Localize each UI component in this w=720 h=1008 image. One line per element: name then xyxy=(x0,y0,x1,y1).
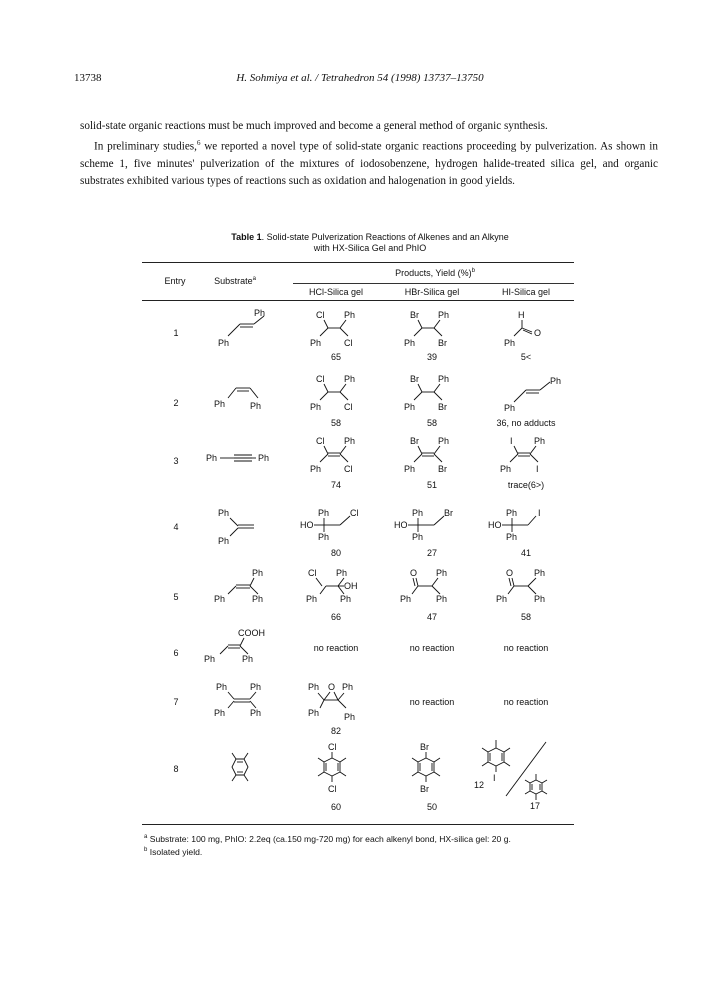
entry-2-hi-product-structure xyxy=(496,374,572,414)
entry-4-number: 4 xyxy=(173,522,179,532)
i-label: I xyxy=(493,773,496,783)
ph-label: Ph xyxy=(258,453,270,463)
table-caption-label: Table 1 xyxy=(231,232,262,242)
ph-label: Ph xyxy=(242,654,254,664)
entry-6-hcl-result: no reaction xyxy=(313,643,359,653)
entry-4-hbr-product-structure xyxy=(394,508,464,548)
table-footnotes xyxy=(144,832,511,858)
cl-label: Cl xyxy=(316,436,325,446)
o-label: O xyxy=(534,328,542,338)
ho-label: HO xyxy=(394,520,408,530)
paragraph-2 xyxy=(80,135,658,190)
i-label: I xyxy=(536,464,539,474)
ph-label: Ph xyxy=(318,508,330,518)
ph-label: Ph xyxy=(250,401,262,411)
header-hi: HI-Silica gel xyxy=(501,287,550,297)
ph-label: Ph xyxy=(250,682,262,692)
header-entry: Entry xyxy=(164,276,186,286)
entry-2-hcl-yield: 58 xyxy=(330,418,341,428)
entry-4-hcl-product-structure xyxy=(300,508,370,548)
ph-label: Ph xyxy=(306,594,318,604)
header-substrate-mark: a xyxy=(252,276,256,282)
ph-label: Ph xyxy=(310,338,322,348)
ph-label: Ph xyxy=(504,338,516,348)
ph-label: Ph xyxy=(550,376,562,386)
ph-label: Ph xyxy=(504,403,516,413)
o-label: O xyxy=(410,568,418,578)
footnote-a xyxy=(144,832,511,845)
page-number: 13738 xyxy=(74,72,102,84)
ph-label: Ph xyxy=(506,508,518,518)
ph-label: Ph xyxy=(506,532,518,542)
ph-label: Ph xyxy=(204,654,216,664)
header-substrate xyxy=(200,276,270,286)
entry-8-hi-yield-a: 12 xyxy=(474,780,485,790)
cooh-label: COOH xyxy=(238,628,265,638)
ph-label: Ph xyxy=(308,682,320,692)
paragraph-1: solid-state organic reactions must be much improved and become a general method of organic synthesis. xyxy=(80,120,548,132)
entry-5-substrate-structure xyxy=(210,566,280,606)
entry-6-substrate-structure xyxy=(198,626,278,668)
ph-label: Ph xyxy=(250,708,262,718)
entry-1-hi-yield: 5< xyxy=(520,352,532,362)
entry-7-hbr-result: no reaction xyxy=(409,697,455,707)
entry-3-number: 3 xyxy=(173,456,179,466)
ph-label: Ph xyxy=(308,708,320,718)
table-caption xyxy=(140,232,600,253)
entry-3-hcl-product-structure xyxy=(306,436,366,476)
ph-label: Ph xyxy=(218,338,230,348)
entry-5-hi-product-structure xyxy=(494,566,564,606)
entry-5-hbr-product-structure xyxy=(398,566,468,606)
ph-label: Ph xyxy=(534,594,546,604)
ph-label: Ph xyxy=(412,532,424,542)
entry-3-hbr-product-structure xyxy=(400,436,460,476)
ph-label: Ph xyxy=(254,308,266,318)
footnote-b-text: Isolated yield. xyxy=(149,846,203,857)
entry-4-hi-product-structure xyxy=(488,508,558,548)
ph-label: Ph xyxy=(214,708,226,718)
br-label: Br xyxy=(444,508,453,518)
cl-label: Cl xyxy=(344,402,353,412)
footnote-a-text: Substrate: 100 mg, PhIO: 2.2eq (ca.150 mg-720 mg) for each alkenyl bond, HX-silica gel: 20 g. xyxy=(149,833,511,844)
br-label: Br xyxy=(420,742,429,752)
running-head: H. Sohmiya et al. / Tetrahedron 54 (1998) 13737–13750 xyxy=(236,72,484,84)
h-label: H xyxy=(518,310,525,320)
entry-3-hbr-yield: 51 xyxy=(426,480,437,490)
ph-label: Ph xyxy=(496,594,508,604)
ho-label: HO xyxy=(300,520,314,530)
ph-label: Ph xyxy=(216,682,228,692)
ph-label: Ph xyxy=(336,568,348,578)
ph-label: Ph xyxy=(534,568,546,578)
entry-1-hcl-product-structure xyxy=(306,310,366,350)
o-label: O xyxy=(328,682,336,692)
entry-4-hbr-yield: 27 xyxy=(426,548,437,558)
cl-label: Cl xyxy=(316,310,325,320)
table-top-rule xyxy=(142,262,574,263)
ph-label: Ph xyxy=(344,374,356,384)
ho-label: HO xyxy=(488,520,502,530)
reference-mark: 6 xyxy=(196,139,201,148)
ph-label: Ph xyxy=(340,594,352,604)
entry-7-number: 7 xyxy=(173,697,179,707)
entry-2-hbr-yield: 58 xyxy=(426,418,437,428)
br-label: Br xyxy=(420,784,429,794)
entry-3-substrate-structure xyxy=(204,448,284,468)
ph-label: Ph xyxy=(342,682,354,692)
header-substrate-text: Substrate xyxy=(214,276,253,286)
i-label: I xyxy=(510,436,513,446)
cl-label: Cl xyxy=(344,464,353,474)
ph-label: Ph xyxy=(218,508,230,518)
footnote-b xyxy=(144,845,511,858)
header-hcl: HCl-Silica gel xyxy=(308,287,363,297)
br-label: Br xyxy=(438,402,447,412)
cl-label: Cl xyxy=(328,742,337,752)
entry-2-hcl-product-structure xyxy=(306,374,366,414)
entry-1-substrate-structure xyxy=(210,310,280,350)
br-label: Br xyxy=(438,464,447,474)
products-subrule xyxy=(293,283,574,284)
ph-label: Ph xyxy=(436,594,448,604)
entry-7-substrate-structure xyxy=(210,680,280,720)
entry-8-hbr-product-structure xyxy=(406,742,456,796)
entry-5-hcl-product-structure xyxy=(304,566,374,606)
br-label: Br xyxy=(438,338,447,348)
ph-label: Ph xyxy=(252,594,264,604)
entry-6-number: 6 xyxy=(173,648,179,658)
cl-label: Cl xyxy=(316,374,325,384)
paragraph-2-rest: we reported a novel type of solid-state organic reactions proceeding by pulverization. As shown in scheme 1, five minutes' pulverization of the mixtures of iodosobenzene, hydrogen halide-treated silica gel, and organic substrates exhibited various types of reactions such as oxidation and halogenation in good yields. xyxy=(80,140,658,188)
ph-label: Ph xyxy=(344,310,356,320)
header-products-text: Products, Yield (%) xyxy=(395,268,472,278)
header-products-mark: b xyxy=(471,268,475,274)
br-label: Br xyxy=(410,436,419,446)
entry-1-hbr-product-structure xyxy=(400,310,460,350)
entry-3-hcl-yield: 74 xyxy=(330,480,341,490)
table-caption-text: . Solid-state Pulverization Reactions of Alkenes and an Alkyne xyxy=(261,232,509,242)
table-header-rule xyxy=(142,300,574,301)
i-label: I xyxy=(538,508,541,518)
entry-6-hi-result: no reaction xyxy=(503,643,549,653)
ph-label: Ph xyxy=(438,374,450,384)
entry-8-substrate-structure xyxy=(218,752,268,786)
ph-label: Ph xyxy=(310,402,322,412)
entry-5-hcl-yield: 66 xyxy=(330,612,341,622)
footnote-b-mark: b xyxy=(144,846,148,853)
entry-8-hi-yield-b: 17 xyxy=(530,801,541,811)
entry-2-number: 2 xyxy=(173,398,179,408)
entry-6-hbr-result: no reaction xyxy=(409,643,455,653)
entry-3-hi-yield: trace(6>) xyxy=(507,480,545,490)
ph-label: Ph xyxy=(214,399,226,409)
ph-label: Ph xyxy=(206,453,218,463)
ph-label: Ph xyxy=(218,536,230,546)
ph-label: Ph xyxy=(318,532,330,542)
entry-8-hbr-yield: 50 xyxy=(426,802,437,812)
entry-7-hi-result: no reaction xyxy=(503,697,549,707)
entry-4-substrate-structure xyxy=(214,508,274,548)
br-label: Br xyxy=(410,374,419,384)
br-label: Br xyxy=(410,310,419,320)
entry-8-number: 8 xyxy=(173,764,179,774)
paragraph-2-start: In preliminary studies, xyxy=(94,140,197,153)
ph-label: Ph xyxy=(310,464,322,474)
entry-5-number: 5 xyxy=(173,592,179,602)
entry-2-hbr-product-structure xyxy=(400,374,460,414)
cl-label: Cl xyxy=(344,338,353,348)
ph-label: Ph xyxy=(404,402,416,412)
cl-label: Cl xyxy=(328,784,337,794)
ph-label: Ph xyxy=(404,338,416,348)
entry-4-hcl-yield: 80 xyxy=(330,548,341,558)
oh-label: OH xyxy=(344,581,358,591)
entry-8-hi-product-structures xyxy=(476,736,568,804)
o-label: O xyxy=(506,568,514,578)
ph-label: Ph xyxy=(438,436,450,446)
ph-label: Ph xyxy=(214,594,226,604)
ph-label: Ph xyxy=(500,464,512,474)
ph-label: Ph xyxy=(412,508,424,518)
ph-label: Ph xyxy=(534,436,546,446)
table-caption-line-2: with HX-Silica Gel and PhIO xyxy=(313,242,427,253)
entry-3-hi-product-structure xyxy=(496,436,556,476)
entry-8-hcl-yield: 60 xyxy=(330,802,341,812)
header-hbr: HBr-Silica gel xyxy=(404,287,460,297)
ph-label: Ph xyxy=(404,464,416,474)
header-products xyxy=(300,268,570,278)
body-text xyxy=(80,118,658,191)
cl-label: Cl xyxy=(350,508,359,518)
entry-1-number: 1 xyxy=(173,328,179,338)
entry-5-hbr-yield: 47 xyxy=(426,612,437,622)
entry-1-hbr-yield: 39 xyxy=(426,352,437,362)
entry-5-hi-yield: 58 xyxy=(520,612,531,622)
entry-7-hcl-yield: 82 xyxy=(330,726,341,736)
entry-8-hcl-product-structure xyxy=(310,742,360,796)
ph-label: Ph xyxy=(344,712,356,722)
entry-4-hi-yield: 41 xyxy=(520,548,531,558)
ph-label: Ph xyxy=(436,568,448,578)
table-bottom-rule xyxy=(142,824,574,825)
entry-2-substrate-structure xyxy=(210,380,280,420)
ph-label: Ph xyxy=(252,568,264,578)
ph-label: Ph xyxy=(344,436,356,446)
entry-2-hi-yield: 36, no adducts xyxy=(496,418,556,428)
footnote-a-mark: a xyxy=(144,834,148,840)
cl-label: Cl xyxy=(308,568,317,578)
entry-1-hcl-yield: 65 xyxy=(330,352,341,362)
ph-label: Ph xyxy=(438,310,450,320)
ph-label: Ph xyxy=(400,594,412,604)
entry-7-hcl-product-structure xyxy=(304,680,374,720)
entry-1-hi-product-structure xyxy=(498,308,558,350)
